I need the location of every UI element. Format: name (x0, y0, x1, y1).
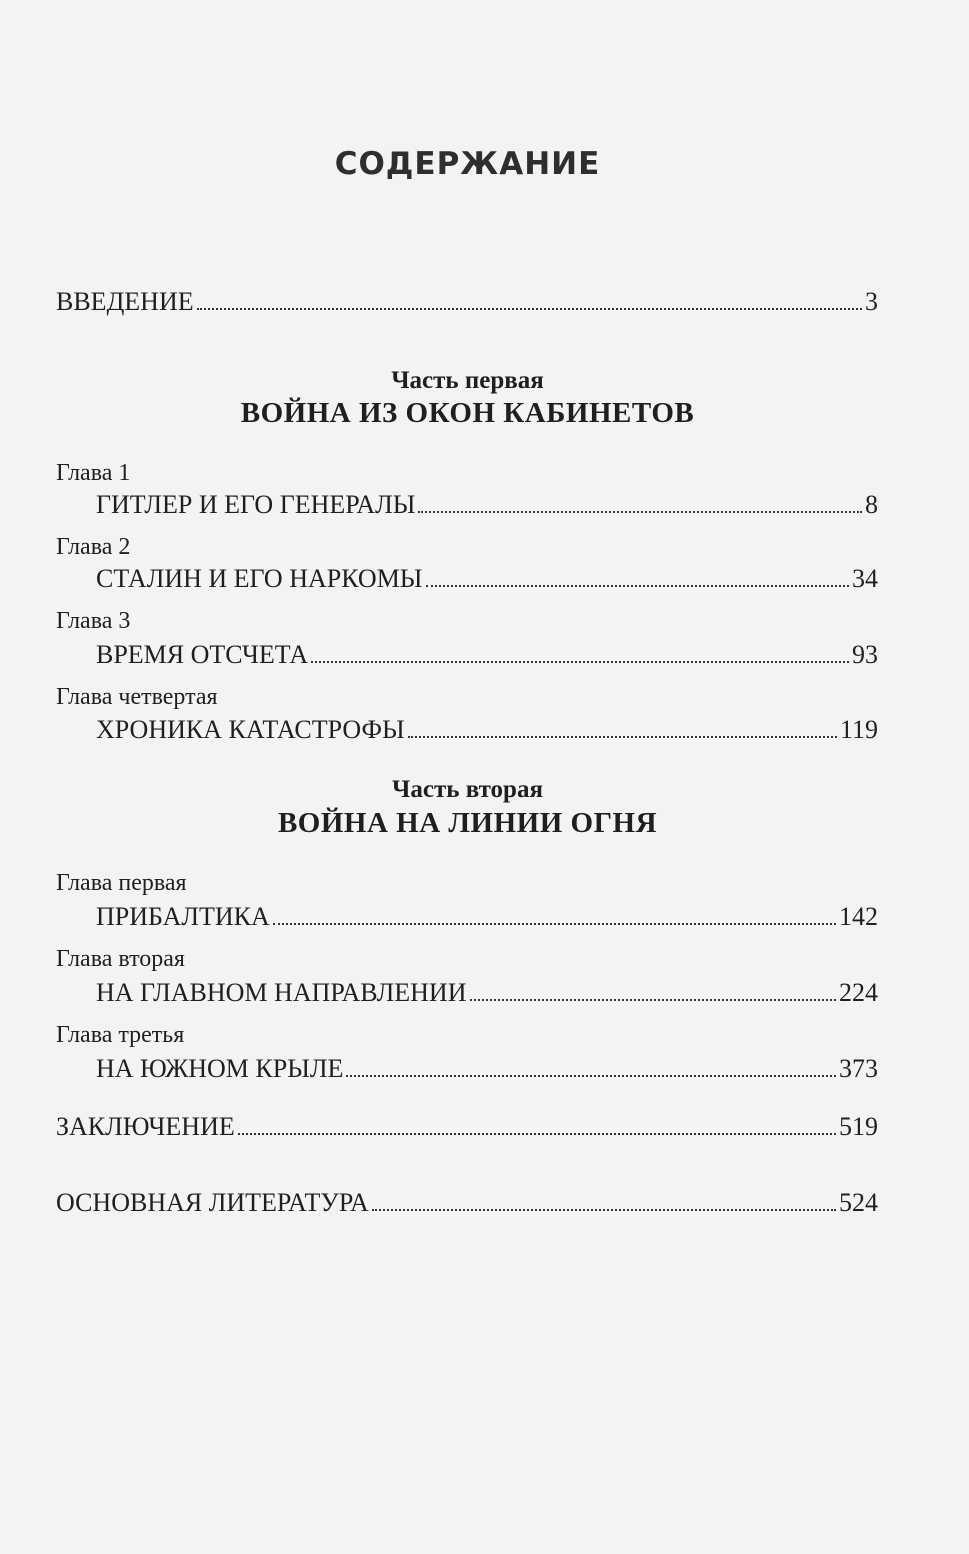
part-title: ВОЙНА НА ЛИНИИ ОГНЯ (277, 807, 658, 839)
toc-entry-title: ОСНОВНАЯ ЛИТЕРАТУРА (56, 1188, 369, 1217)
toc-entry-chapter[interactable] (96, 900, 878, 934)
dot-leader (372, 1187, 836, 1211)
part-title: ВОЙНА ИЗ ОКОН КАБИНЕТОВ (240, 397, 695, 429)
dot-leader (346, 1053, 836, 1077)
toc-entry-chapter[interactable] (96, 1052, 878, 1086)
toc-entry-page: 119 (839, 715, 878, 744)
toc-entry-chapter[interactable] (96, 562, 878, 596)
part-label: Часть первая (391, 367, 544, 394)
toc-entry-page: 373 (839, 1054, 878, 1083)
toc-entry-literature[interactable] (56, 1186, 878, 1220)
dot-leader (238, 1111, 836, 1135)
toc-entry-title: ВРЕМЯ ОТСЧЕТА (96, 640, 309, 669)
chapter-label: Глава третья (56, 1022, 185, 1048)
chapter-label: Глава первая (56, 870, 187, 896)
part-label: Часть вторая (392, 776, 543, 803)
toc-entry-title: ВВЕДЕНИЕ (56, 287, 194, 316)
dot-leader (197, 286, 862, 310)
toc-entry-page: 93 (852, 640, 878, 669)
toc-entry-title: ПРИБАЛТИКА (96, 902, 270, 931)
toc-entry-page: 519 (839, 1112, 878, 1141)
dot-leader (408, 714, 837, 738)
chapter-label: Глава вторая (56, 946, 185, 972)
dot-leader (273, 901, 836, 925)
toc-entry-title: НА ЮЖНОМ КРЫЛЕ (96, 1054, 344, 1083)
page-title: СОДЕРЖАНИЕ (334, 146, 601, 182)
dot-leader (470, 977, 837, 1001)
dot-leader (418, 489, 862, 513)
dot-leader (311, 639, 849, 663)
toc-entry-chapter[interactable] (96, 488, 878, 522)
chapter-label: Глава 2 (56, 534, 131, 560)
toc-entry-chapter[interactable] (96, 713, 878, 747)
dot-leader (426, 563, 850, 587)
toc-entry-conclusion[interactable] (56, 1110, 878, 1144)
toc-entry-page: 224 (839, 978, 878, 1007)
toc-entry-title: НА ГЛАВНОМ НАПРАВЛЕНИИ (96, 978, 467, 1007)
chapter-label: Глава четвертая (56, 684, 218, 710)
toc-entry-page: 3 (865, 287, 878, 316)
toc-entry-page: 142 (839, 902, 878, 931)
chapter-label: Глава 3 (56, 608, 131, 634)
toc-entry-page: 34 (852, 564, 878, 593)
toc-entry-title: ЗАКЛЮЧЕНИЕ (56, 1112, 235, 1141)
toc-entry-title: СТАЛИН И ЕГО НАРКОМЫ (96, 564, 423, 593)
toc-entry-chapter[interactable] (96, 976, 878, 1010)
toc-entry-title: ГИТЛЕР И ЕГО ГЕНЕРАЛЫ (96, 490, 416, 519)
toc-entry-page: 524 (839, 1188, 878, 1217)
toc-entry-chapter[interactable] (96, 638, 878, 672)
toc-entry-title: ХРОНИКА КАТАСТРОФЫ (96, 715, 405, 744)
chapter-label: Глава 1 (56, 460, 131, 486)
toc-entry-page: 8 (865, 490, 878, 519)
toc-entry-intro[interactable] (56, 285, 878, 319)
